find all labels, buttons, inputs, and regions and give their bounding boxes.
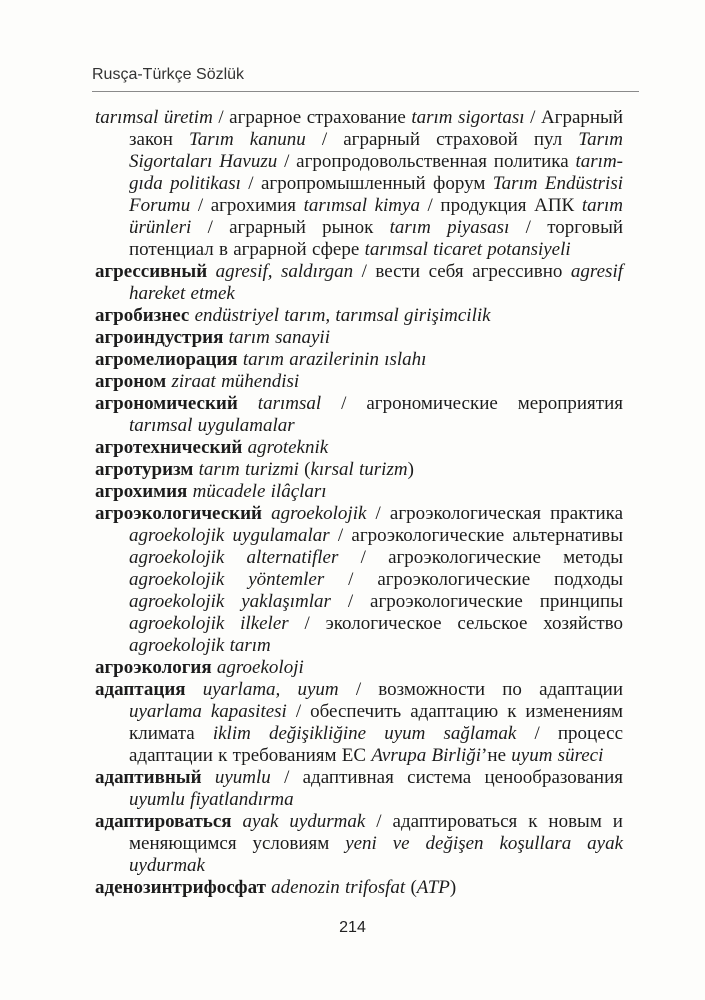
dictionary-entry <box>95 305 623 327</box>
turkish-translation: agroekolojik yaklaşımlar <box>129 591 331 612</box>
dictionary-body <box>95 107 623 899</box>
dictionary-entry <box>95 393 623 437</box>
russian-text: ’не <box>481 745 512 766</box>
dictionary-entry <box>95 459 623 481</box>
dictionary-entry <box>95 811 623 877</box>
turkish-translation: tarım-gıda politikası <box>129 151 623 194</box>
turkish-translation: tarım turizmi <box>198 459 299 480</box>
turkish-translation: agroekolojik <box>271 503 367 524</box>
turkish-translation: tarım piyasası <box>389 217 510 238</box>
turkish-translation: endüstriyel tarım, tarımsal girişimcilik <box>194 305 491 326</box>
turkish-translation: uyarlama, uyum <box>202 679 339 700</box>
russian-text: / адаптивная система ценообразования <box>270 767 623 788</box>
turkish-translation: Avrupa Birliği <box>371 745 482 766</box>
dictionary-entry <box>95 767 623 811</box>
headword: агрономический <box>95 393 238 414</box>
russian-text: / агроэкологические принципы <box>330 591 623 612</box>
russian-text: ) <box>449 877 457 898</box>
russian-text: / агроэкологические методы <box>338 547 623 568</box>
russian-text: / вести себя агрессивно <box>353 261 571 282</box>
russian-text: ( <box>298 459 311 480</box>
turkish-translation: agresif hareket etmek <box>129 261 623 304</box>
russian-text: / агроэкологическая практика <box>366 503 624 524</box>
headword: агроэкологический <box>95 503 262 524</box>
turkish-translation: adenozin trifosfat <box>271 877 406 898</box>
headword: адаптация <box>95 679 186 700</box>
headword: адаптивный <box>95 767 202 788</box>
dictionary-entry-continuation <box>95 107 623 261</box>
turkish-translation: tarım arazilerinin ıslahı <box>242 349 427 370</box>
turkish-translation: iklim değişikliğine uyum sağlamak <box>212 723 517 744</box>
russian-text: / агропромышленный форум <box>240 173 493 194</box>
dictionary-entry <box>95 371 623 393</box>
russian-text: / агрономические мероприятия <box>321 393 623 414</box>
turkish-translation: ziraat mühendisi <box>171 371 300 392</box>
russian-text: / возможности по адаптации <box>338 679 624 700</box>
headword: агроэкология <box>95 657 212 678</box>
russian-text: / агропродовольственная политика <box>277 151 576 172</box>
dictionary-entry <box>95 679 623 767</box>
page-number: 214 <box>339 919 366 936</box>
russian-text: / адаптироваться к новым и меняющимся условиям <box>129 811 623 854</box>
dictionary-entry <box>95 481 623 503</box>
turkish-translation: uyum süreci <box>511 745 604 766</box>
russian-text: / агроэкологические альтернативы <box>329 525 624 546</box>
headword: адаптироваться <box>95 811 232 832</box>
russian-text: / Аграрный закон <box>129 107 623 150</box>
russian-text: / процесс адаптации к требованиям ЕС <box>129 723 624 766</box>
turkish-translation: agresif, saldırgan <box>215 261 354 282</box>
turkish-translation: uyumlu <box>214 767 271 788</box>
turkish-translation: tarım sigortası <box>411 107 525 128</box>
russian-text: / агрохимия <box>190 195 304 216</box>
turkish-translation: mücadele ilâçları <box>192 481 327 502</box>
russian-text: / торговый потенциал в аграрной сфере <box>129 217 623 260</box>
dictionary-entry <box>95 437 623 459</box>
headword: агробизнес <box>95 305 190 326</box>
turkish-translation: ayak uydurmak <box>242 811 366 832</box>
russian-text: ) <box>407 459 414 480</box>
turkish-translation: agroekolojik uygulamalar <box>129 525 330 546</box>
russian-text: / обеспечить адаптацию к изменениям климата <box>129 701 623 744</box>
turkish-translation: agroekolojik yöntemler <box>129 569 325 590</box>
turkish-translation: Tarım Endüstrisi Forumu <box>129 173 624 216</box>
turkish-translation: agroekolojik alternatifler <box>129 547 339 568</box>
headword: агрессивный <box>95 261 208 282</box>
dictionary-entry <box>95 261 623 305</box>
turkish-translation: tarımsal ticaret potansiyeli <box>364 239 571 260</box>
headword: агромелиорация <box>95 349 238 370</box>
dictionary-entry <box>95 657 623 679</box>
dictionary-entry <box>95 877 623 899</box>
headword: агрохимия <box>95 481 188 502</box>
dictionary-entry <box>95 327 623 349</box>
turkish-translation: tarım sanayii <box>228 327 330 348</box>
turkish-translation: tarımsal uygulamalar <box>129 415 295 436</box>
russian-text: / аграрный рынок <box>191 217 390 238</box>
turkish-translation: tarımsal üretim <box>95 107 213 128</box>
russian-text: / экологическое сельское хозяйство <box>288 613 624 634</box>
turkish-translation: agroteknik <box>247 437 329 458</box>
turkish-translation: agroekolojik tarım <box>129 635 271 656</box>
turkish-translation: uyarlama kapasitesi <box>129 701 287 722</box>
headword: агротуризм <box>95 459 194 480</box>
turkish-translation: uyumlu fiyatlandırma <box>129 789 294 810</box>
header-rule <box>92 91 639 92</box>
turkish-translation: Tarım kanunu <box>188 129 306 150</box>
headword: агротехнический <box>95 437 243 458</box>
turkish-translation: tarım ürünleri <box>129 195 623 238</box>
turkish-translation: Tarım Sigortaları Havuzu <box>129 129 624 172</box>
dictionary-entry <box>95 503 623 657</box>
turkish-translation: agroekoloji <box>216 657 304 678</box>
turkish-translation: kırsal turizm <box>310 459 408 480</box>
russian-text: / агроэкологические подходы <box>324 569 623 590</box>
turkish-translation: ATP <box>416 877 450 898</box>
headword: агроном <box>95 371 167 392</box>
russian-text: / продукция АПК <box>419 195 582 216</box>
turkish-translation: yeni ve değişen koşullara ayak uydurmak <box>129 833 623 876</box>
turkish-translation: agroekolojik ilkeler <box>129 613 289 634</box>
running-head: Rusça-Türkçe Sözlük <box>92 66 245 83</box>
headword: аденозинтрифосфат <box>95 877 266 898</box>
russian-text: ( <box>405 877 417 898</box>
headword: агроиндустрия <box>95 327 224 348</box>
russian-text: / аграрное страхование <box>212 107 412 128</box>
turkish-translation: tarımsal kimya <box>303 195 420 216</box>
dictionary-entry <box>95 349 623 371</box>
russian-text: / аграрный страховой пул <box>305 129 579 150</box>
turkish-translation: tarımsal <box>257 393 322 414</box>
